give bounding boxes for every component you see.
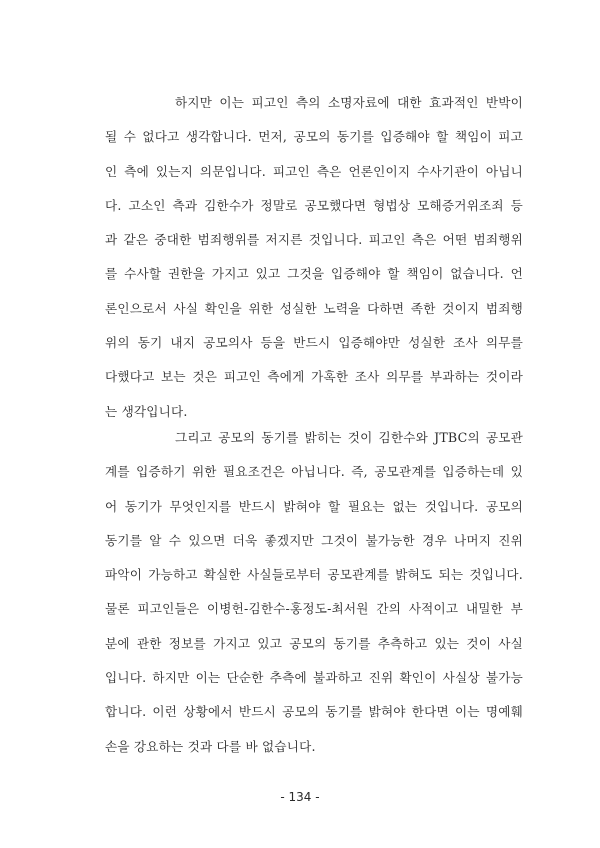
text-line: 분에 관한 정보를 가지고 있고 공모의 동기를 추측하고 있는 것이 사실 bbox=[105, 635, 523, 651]
page-number: - 134 - bbox=[280, 790, 320, 804]
text-line: 어 동기가 무엇인지를 반드시 밝혀야 할 필요는 없는 것입니다. 공모의 bbox=[105, 498, 523, 514]
text-line: 파악이 가능하고 확실한 사실들로부터 공모관계를 밝혀도 되는 것입니다. bbox=[105, 567, 523, 583]
text-line: 를 수사할 권한을 가지고 있고 그것을 입증해야 할 책임이 없습니다. 언 bbox=[105, 266, 523, 282]
paragraph-1 bbox=[105, 86, 523, 429]
text-line: 물론 피고인들은 이병헌-김한수-홍정도-최서원 간의 사적이고 내밀한 부 bbox=[105, 601, 523, 617]
text-line: 위의 동기 내지 공모의사 등을 반드시 입증해야만 성실한 조사 의무를 bbox=[105, 335, 523, 351]
text-line: 계를 입증하기 위한 필요조건은 아닙니다. 즉, 공모관계를 입증하는데 있 bbox=[105, 464, 523, 480]
text-line: 손을 강요하는 것과 다를 바 없습니다. bbox=[105, 738, 316, 754]
text-line: 는 생각입니다. bbox=[105, 403, 188, 419]
text-line: 그리고 공모의 동기를 밝히는 것이 김한수와 JTBC의 공모관 bbox=[175, 430, 523, 445]
text-line: 합니다. 이런 상황에서 반드시 공모의 동기를 밝혀야 한다면 이는 명예훼 bbox=[105, 704, 523, 720]
text-line: 하지만 이는 피고인 측의 소명자료에 대한 효과적인 반박이 bbox=[175, 95, 523, 110]
text-line: 론인으로서 사실 확인을 위한 성실한 노력을 다하면 족한 것이지 범죄행 bbox=[105, 300, 523, 316]
text-line: 과 같은 중대한 범죄행위를 저지른 것입니다. 피고인 측은 어떤 범죄행위 bbox=[105, 232, 523, 248]
text-line: 다했다고 보는 것은 피고인 측에게 가혹한 조사 의무를 부과하는 것이라 bbox=[105, 369, 523, 385]
text-line: 인 측에 있는지 의문입니다. 피고인 측은 언론인이지 수사기관이 아닙니 bbox=[105, 163, 523, 179]
text-line: 다. 고소인 측과 김한수가 정말로 공모했다면 형법상 모해증거위조죄 등 bbox=[105, 197, 523, 213]
paragraph-2 bbox=[105, 421, 523, 764]
text-line: 입니다. 하지만 이는 단순한 추측에 불과하고 진위 확인이 사실상 불가능 bbox=[105, 670, 523, 686]
text-line: 동기를 알 수 있으면 더욱 좋겠지만 그것이 불가능한 경우 나머지 진위 bbox=[105, 532, 523, 548]
text-line: 될 수 없다고 생각합니다. 먼저, 공모의 동기를 입증해야 할 책임이 피고 bbox=[105, 129, 523, 145]
